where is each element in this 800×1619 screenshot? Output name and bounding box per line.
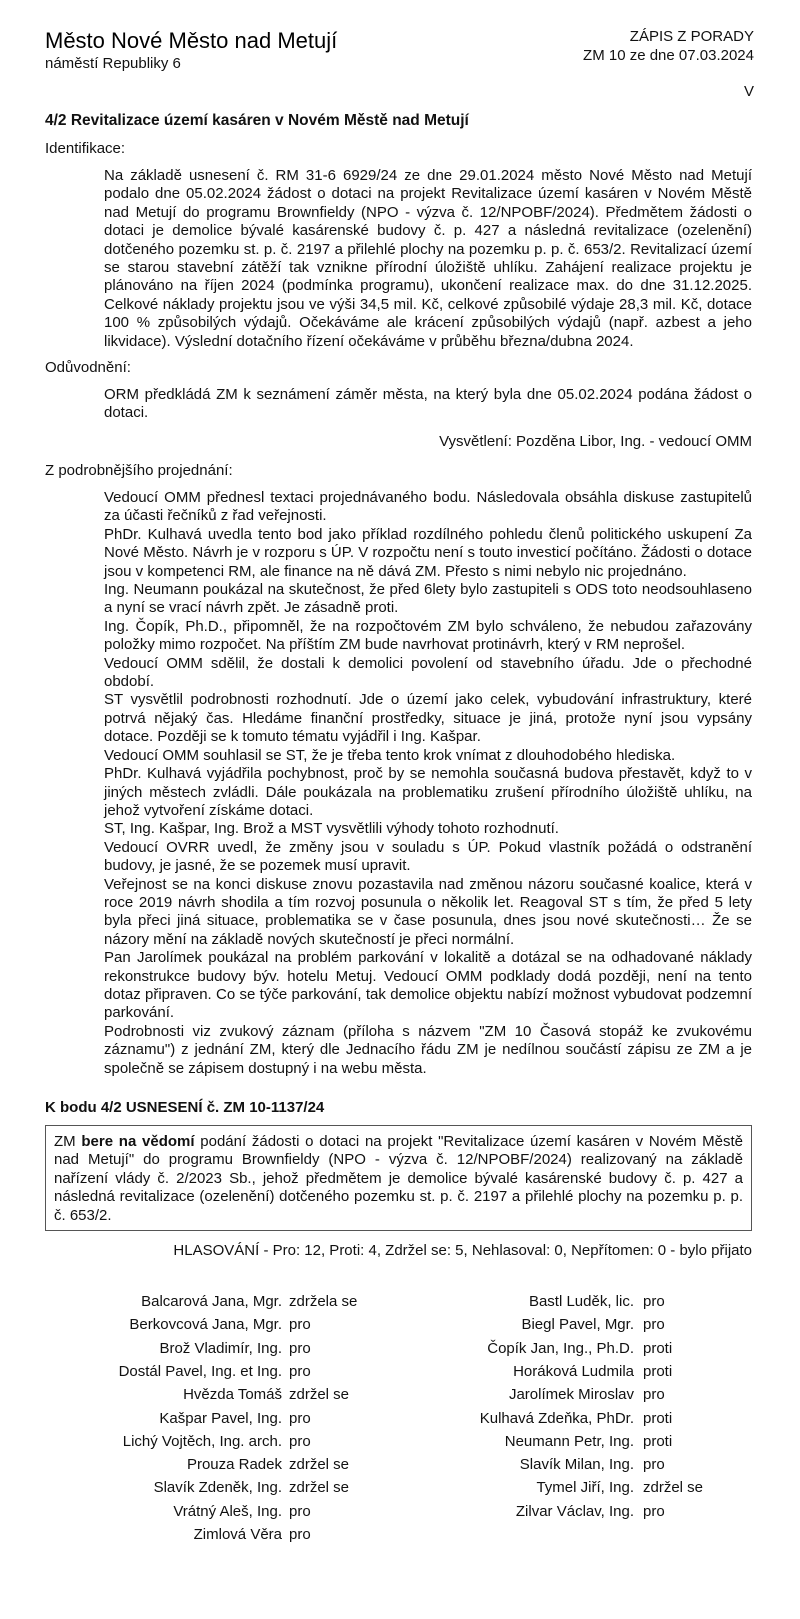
voter-name: Tymel Jiří, Ing. [536, 1479, 634, 1497]
voter-vote: pro [289, 1432, 311, 1450]
voter-name: Lichý Vojtěch, Ing. arch. [122, 1432, 282, 1450]
discussion-paragraph: PhDr. Kulhavá vyjádřila pochybnost, proč by se nemohla současná budova přestavět, když to v jiných městech zvládli. Dále poukázala na problematiku zrušení přírodního úložiště uhlíku, na jehož vytvoření získáme dotaci. [104, 765, 752, 819]
item-title: 4/2 Revitalizace území kasáren v Novém Městě nad Metují [45, 112, 469, 129]
voter-vote: zdržela se [289, 1293, 358, 1310]
voter-name: Kulhavá Zdeňka, PhDr. [479, 1409, 634, 1427]
resolution-title: K bodu 4/2 USNESENÍ č. ZM 10-1137/24 [45, 1099, 325, 1116]
voter-vote: pro [289, 1316, 311, 1334]
voter-vote: zdržel se [289, 1456, 350, 1474]
voter-vote: pro [289, 1526, 311, 1543]
voter-name: Dostál Pavel, Ing. et Ing. [118, 1362, 282, 1380]
voter-name: Bastl Luděk, lic. [528, 1293, 634, 1310]
voter-vote: pro [289, 1339, 311, 1357]
discussion-label: Z podrobnějšího projednání: [45, 462, 233, 479]
document-type: ZÁPIS Z PORADY [629, 28, 754, 45]
town-address: náměstí Republiky 6 [45, 55, 181, 72]
justification-label: Odůvodnění: [45, 359, 131, 376]
voter-vote: pro [289, 1362, 311, 1380]
discussion-text [104, 489, 752, 1078]
voter-name: Biegl Pavel, Mgr. [521, 1316, 634, 1334]
justification-text: ORM předkládá ZM k seznámení záměr města, na který byla dne 05.02.2024 podána žádost o dotaci. [104, 386, 752, 422]
resolution-prefix: ZM [54, 1133, 82, 1150]
discussion-paragraph: ST, Ing. Kašpar, Ing. Brož a MST vysvětlili výhody tohoto rozhodnutí. [104, 820, 559, 838]
discussion-paragraph: Vedoucí OVRR uvedl, že změny jsou v souladu s ÚP. Pokud vlastník požádá o odstranění budovy, je jasné, že se pozemek musí upravit. [104, 838, 752, 875]
voter-vote: proti [643, 1409, 673, 1427]
voter-name: Hvězda Tomáš [183, 1386, 282, 1404]
explanation-line: Vysvětlení: Pozděna Libor, Ing. - vedoucí OMM [439, 433, 752, 450]
voter-vote: proti [643, 1432, 673, 1450]
discussion-paragraph: PhDr. Kulhavá uvedla tento bod jako příklad rozdílného pohledu členů politického uskupení Za Nové Město. Návrh je v rozporu s ÚP. V rozpočtu není s touto investicí počítáno. Žádosti o dotace jsou v kompetenci RM, ale finance na ně dává ZM. Přesto s nimi nebylo nic projednáno. [104, 525, 752, 580]
voter-name: Vrátný Aleš, Ing. [173, 1502, 282, 1520]
resolution-verb: bere na vědomí [81, 1133, 195, 1150]
discussion-paragraph: Ing. Neumann poukázal na skutečnost, že před 6lety bylo zastupiteli s ODS toto neodsouhlaseno a nyní se vrací návrh zpět. Je zásadně proti. [104, 581, 752, 617]
voter-name: Zimlová Věra [193, 1526, 282, 1543]
voter-vote: proti [643, 1362, 673, 1380]
page-mark: V [743, 83, 754, 100]
voter-name: Slavík Milan, Ing. [519, 1456, 634, 1474]
document-header-right [434, 27, 754, 65]
voter-name: Brož Vladimír, Ing. [159, 1339, 282, 1357]
discussion-paragraph: Vedoucí OMM souhlasil se ST, že je třeba tento krok vnímat z dlouhodobého hlediska. [104, 746, 676, 764]
identification-label: Identifikace: [45, 140, 126, 157]
voter-name: Prouza Radek [186, 1456, 282, 1474]
voter-vote: pro [643, 1502, 665, 1520]
document-reference: ZM 10 ze dne 07.03.2024 [583, 47, 754, 64]
discussion-paragraph: Vedoucí OMM sdělil, že dostali k demolici povolení od stavebního úřadu. Jde o přechodné období. [104, 654, 752, 691]
voter-name: Berkovcová Jana, Mgr. [129, 1316, 282, 1334]
voter-vote: zdržel se [289, 1479, 350, 1497]
resolution-box [45, 1125, 752, 1231]
identification-text: Na základě usnesení č. RM 31-6 6929/24 ze dne 29.01.2024 město Nové Město nad Metují podalo dne 05.02.2024 žádost o dotaci na projekt Revitalizace území kasáren v Novém Městě nad Metují do programu Brownfieldy (NPO - výzva č. 12/NPOBF/2024). Předmětem žádosti o dotaci je demolice bývalé kasárenské budovy č. p. 427 a následná revitalizace (ozelenění) dotčeného pozemku st. p. č. 2197 a přilehlé plochy na pozemku p. p. č. 653/2. Revitalizací území se starou stavební zátěží tak vznikne přírodní úložiště uhlíku. Zahájení realizace projektu je plánováno na říjen 2024 (podmínka programu), ukončení realizace max. do dne 31.12.2025. Celkové náklady projektu jsou ve výši 34,5 mil. Kč, celkové způsobilé výdaje 28,3 mil. Kč, dotace 100 % způsobilých výdajů. Očekáváme ale krácení způsobilých výdajů (např. azbest a jeho likvidace). Výslední dotačního řízení očekáváme v průběhu března/dubna 2024. [104, 167, 752, 350]
voter-name: Jarolímek Miroslav [508, 1386, 634, 1404]
resolution-text: podání žádosti o dotaci na projekt "Revitalizace území kasáren v Novém Městě nad Metují" do programu Brownfieldy (NPO - výzva č. 12/NPOBF/2024) realizovaný na základě nařízení vlády č. 2/2023 Sb., jehož předmětem je demolice bývalé kasárenské budovy č. p. 427 a následná revitalizace (ozelenění) dotčeného pozemku st. p. č. 2197 a přilehlé plochy na pozemku p. p. č. 653/2. [54, 1133, 743, 1224]
voter-vote: proti [643, 1339, 673, 1357]
discussion-paragraph: Pan Jarolímek poukázal na problém parkování v lokalitě a dotázal se na odhadované náklady rekonstrukce budovy býv. hotelu Metuj. Vedoucí OMM podklady dodá později, není na tento dotaz připraven. Co se týče parkování, tak demolice objektu nabízí možnost vybudovat podzemní parkování. [104, 949, 752, 1022]
discussion-paragraph: Vedoucí OMM přednesl textaci projednávaného bodu. Následovala obsáhla diskuse zastupitelů za účasti řečníků z řad veřejnosti. [104, 489, 752, 525]
discussion-paragraph: Veřejnost se na konci diskuse znovu pozastavila nad změnou názoru současné koalice, která v roce 2019 návrh shodila a tím rozvoj posunula o několik let. Reagoval ST s tím, že před 5 lety byla přeci jiná situace, problematika se v čase posunula, dnes jsou nové skutečnosti… Že se názory mění na základě nových skutečností je přeci normální. [104, 875, 752, 948]
voter-name: Kašpar Pavel, Ing. [159, 1409, 282, 1427]
town-name: Město Nové Město nad Metují [45, 28, 338, 53]
voter-vote: zdržel se [289, 1386, 350, 1404]
voter-vote: pro [643, 1316, 665, 1334]
voter-name: Balcarová Jana, Mgr. [141, 1293, 282, 1310]
voter-name: Čopík Jan, Ing., Ph.D. [487, 1339, 634, 1357]
discussion-paragraph: Podrobnosti viz zvukový záznam (příloha s názvem "ZM 10 Časová stopáž ke zvukovému záznamu") z jednání ZM, který dle Jednacího řádu ZM je nedílnou součástí zápisu ze ZM a je společně se zápisem dostupný i na webu města. [104, 1022, 752, 1077]
voter-vote: pro [643, 1386, 665, 1404]
voter-name: Neumann Petr, Ing. [504, 1432, 634, 1450]
voter-vote: pro [289, 1409, 311, 1427]
discussion-paragraph: ST vysvětlil podrobnosti rozhodnutí. Jde o území jako celek, vybudování infrastruktury, které potrvá nějaký čas. Hledáme finanční prostředky, situace je jiná, protože nyní jsou vypsány dotace. Později se k tomuto tématu vyjádřil i Ing. Kašpar. [104, 691, 752, 746]
voter-vote: pro [643, 1293, 665, 1310]
voter-vote: pro [643, 1456, 665, 1474]
discussion-paragraph: Ing. Čopík, Ph.D., připomněl, že na rozpočtovém ZM bylo schváleno, že nebudou zařazovány položky mimo rozpočet. Na příštím ZM bude navrhovat protinávrh, který v RM neprošel. [104, 617, 752, 654]
voter-name: Horáková Ludmila [513, 1362, 634, 1380]
voter-name: Slavík Zdeněk, Ing. [153, 1479, 282, 1497]
voting-summary: HLASOVÁNÍ - Pro: 12, Proti: 4, Zdržel se: 5, Nehlasoval: 0, Nepřítomen: 0 - bylo přijato [173, 1242, 752, 1259]
voter-vote: pro [289, 1502, 311, 1520]
voter-name: Zilvar Václav, Ing. [515, 1502, 634, 1520]
voter-vote: zdržel se [643, 1479, 704, 1497]
